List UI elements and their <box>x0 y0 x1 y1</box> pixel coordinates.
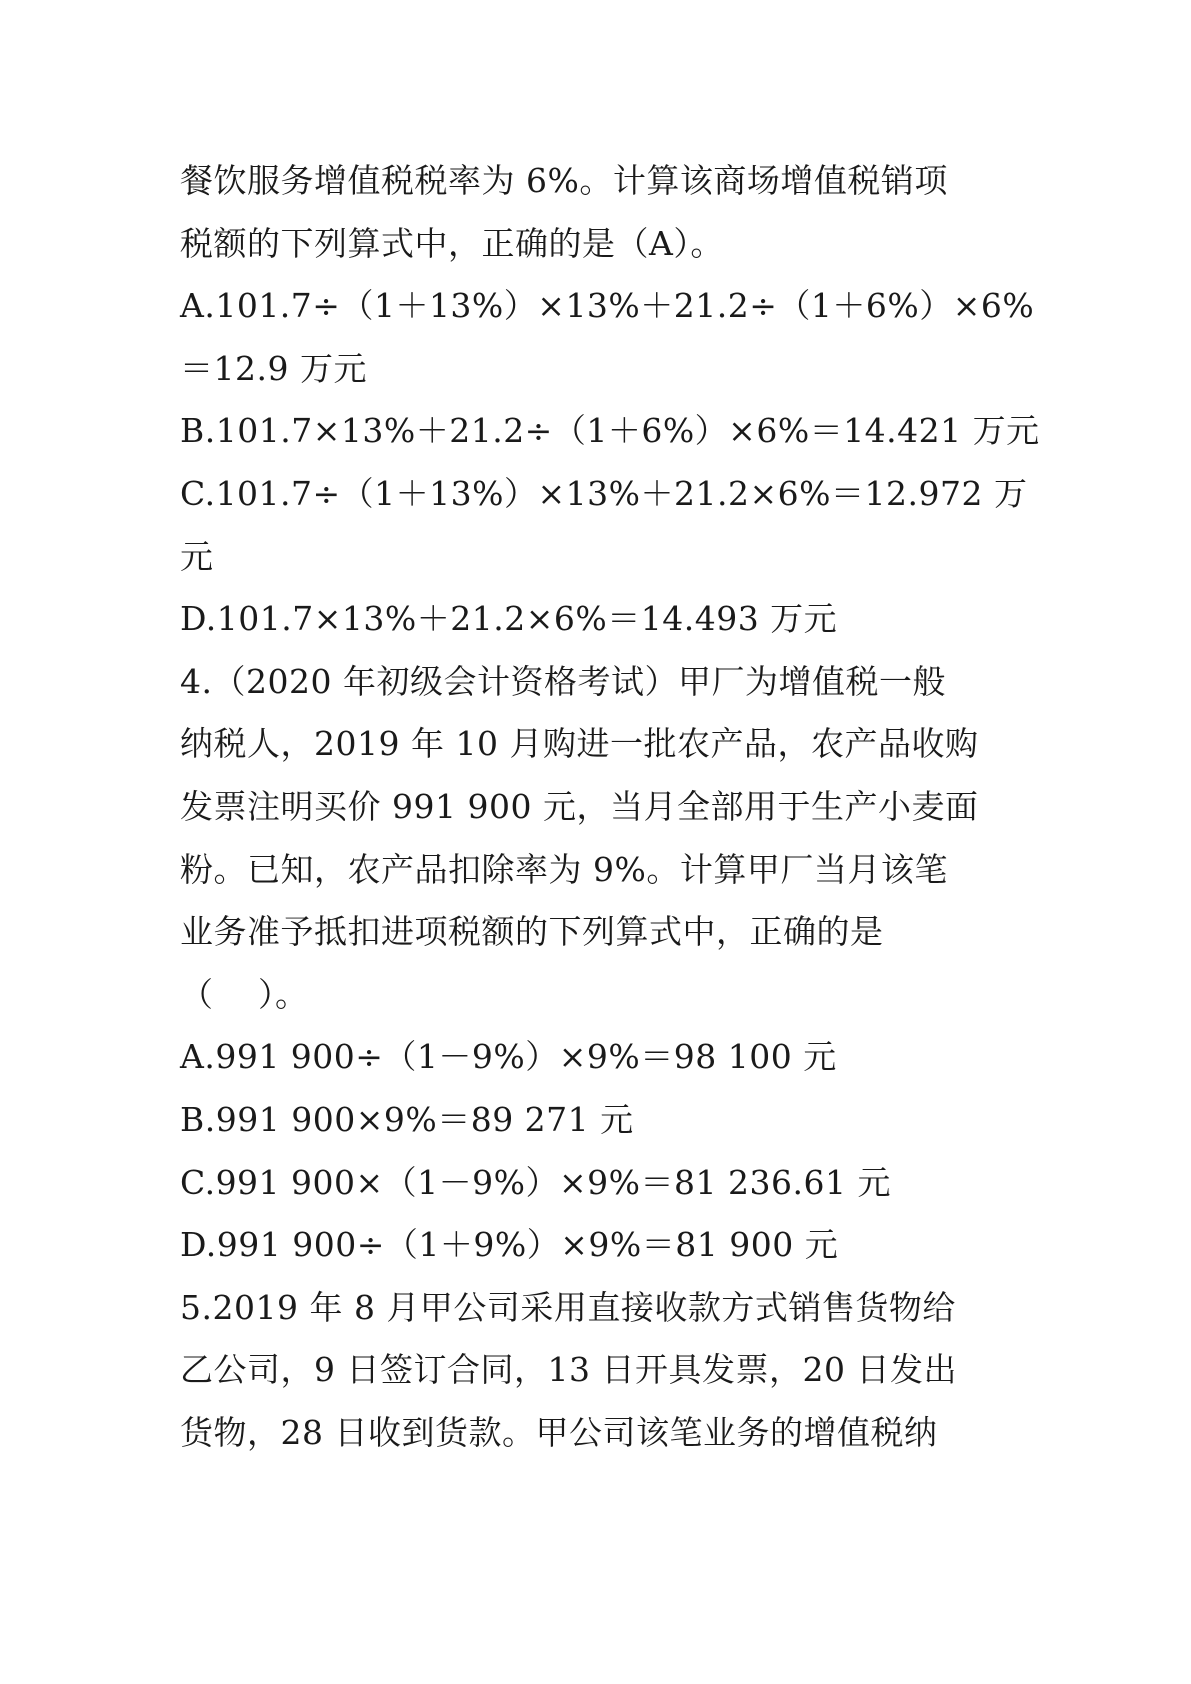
question-4-line: 4.（2020 年初级会计资格考试）甲厂为增值税一般 <box>180 661 946 701</box>
option-d-line: D.101.7×13%＋21.2×6%＝14.493 万元 <box>180 599 838 639</box>
text-line: 货物，28 日收到货款。甲公司该笔业务的增值税纳 <box>180 1412 938 1452</box>
option-a-line: A.991 900÷（1－9%）×9%＝98 100 元 <box>180 1037 837 1077</box>
option-b-line: B.991 900×9%＝89 271 元 <box>180 1099 634 1139</box>
option-c-line: C.101.7÷（1＋13%）×13%＋21.2×6%＝12.972 万 <box>180 473 1028 513</box>
text-line: 粉。已知，农产品扣除率为 9%。计算甲厂当月该笔 <box>180 849 948 889</box>
option-a-line: A.101.7÷（1＋13%）×13%＋21.2÷（1＋6%）×6% <box>180 286 1035 326</box>
text-line: 业务准予抵扣进项税额的下列算式中，正确的是 <box>180 912 884 952</box>
option-c-line: C.991 900×（1－9%）×9%＝81 236.61 元 <box>180 1162 891 1202</box>
option-d-line: D.991 900÷（1＋9%）×9%＝81 900 元 <box>180 1225 839 1265</box>
answer-blank-line: （ ）。 <box>180 974 309 1014</box>
text-line: 发票注明买价 991 900 元，当月全部用于生产小麦面 <box>180 786 979 826</box>
text-line: 乙公司，9 日签订合同，13 日开具发票，20 日发出 <box>180 1350 957 1390</box>
text-line: 纳税人，2019 年 10 月购进一批农产品，农产品收购 <box>180 724 979 764</box>
text-line: 餐饮服务增值税税率为 6%。计算该商场增值税销项 <box>180 161 948 200</box>
text-line: 税额的下列算式中，正确的是（A）。 <box>180 223 724 263</box>
document-body <box>180 150 1040 1464</box>
option-b-line: B.101.7×13%＋21.2÷（1＋6%）×6%＝14.421 万元 <box>180 411 1040 451</box>
question-5-line: 5.2019 年 8 月甲公司采用直接收款方式销售货物给 <box>180 1287 956 1327</box>
text-line: 元 <box>180 536 214 576</box>
text-line: ＝12.9 万元 <box>180 348 367 388</box>
